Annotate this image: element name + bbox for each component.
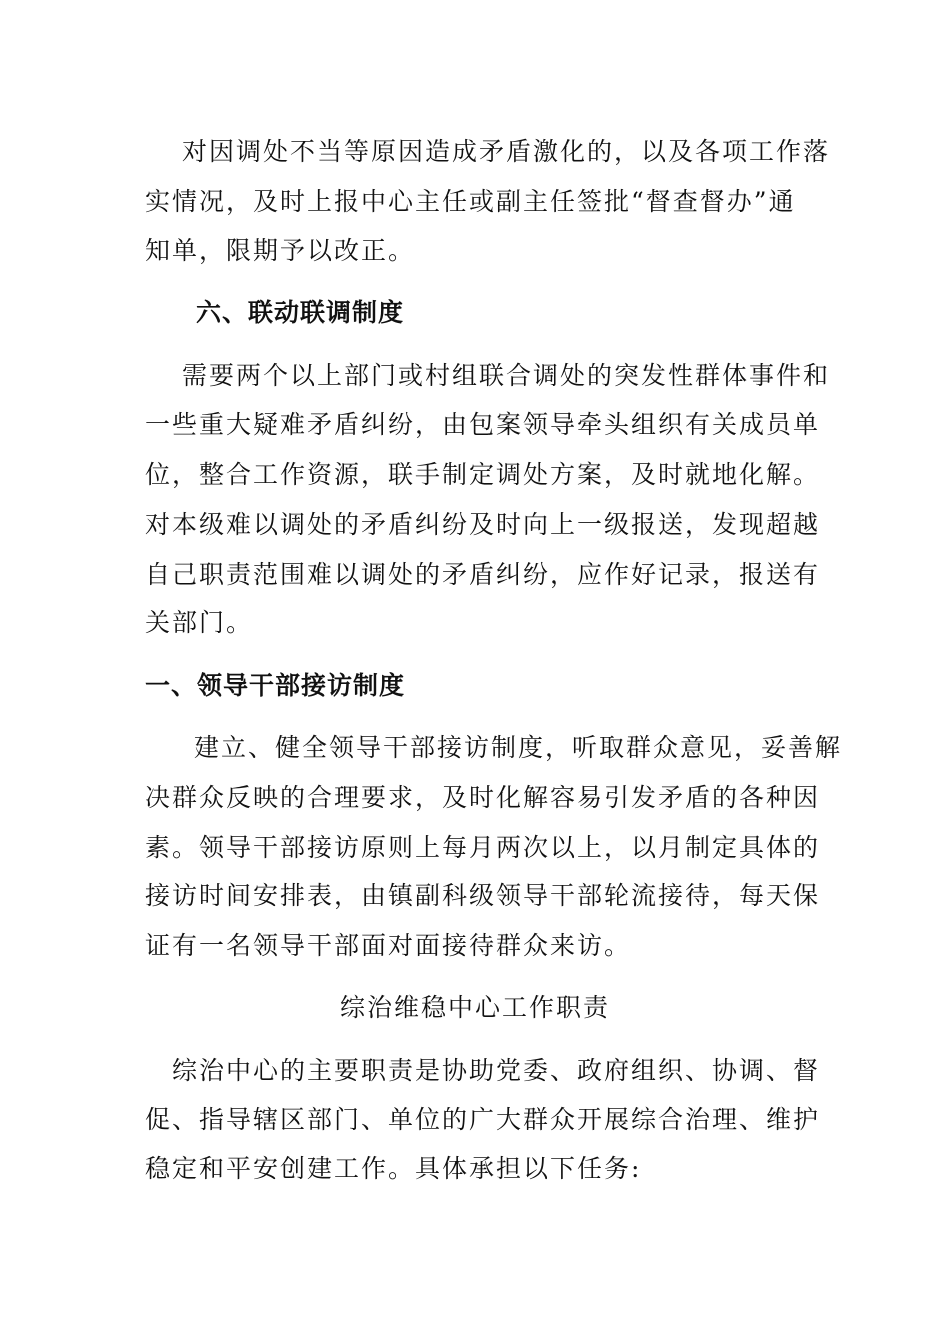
paragraph-4-line-2: 促、指导辖区部门、单位的广大群众开展综合治理、维护 [145,1105,821,1134]
paragraph-1-line-2: 实情况，及时上报中心主任或副主任签批“督查督办”通 [145,187,796,216]
paragraph-4-line-1: 综治中心的主要职责是协助党委、政府组织、协调、督 [172,1056,821,1085]
paragraph-2-line-2: 一些重大疑难矛盾纠纷，由包案领导牵头组织有关成员单 [145,410,821,439]
paragraph-3-line-4: 接访时间安排表，由镇副科级领导干部轮流接待，每天保 [145,881,821,910]
paragraph-2-line-6: 关部门。 [145,608,254,637]
paragraph-3-line-2: 决群众反映的合理要求，及时化解容易引发矛盾的各种因 [145,783,821,812]
paragraph-4-line-3: 稳定和平安创建工作。具体承担以下任务: [145,1154,642,1183]
paragraph-2-line-4: 对本级难以调处的矛盾纠纷及时向上一级报送，发现超越 [145,510,821,539]
heading-linkage-system: 六、联动联调制度 [196,298,405,327]
paragraph-3-line-1: 建立、健全领导干部接访制度，听取群众意见，妥善解 [194,733,843,762]
paragraph-1-line-1: 对因调处不当等原因造成矛盾激化的，以及各项工作落 [182,137,831,166]
paragraph-2-line-5: 自己职责范围难以调处的矛盾纠纷，应作好记录，报送有 [145,560,821,589]
section-title: 综治维稳中心工作职责 [339,993,610,1022]
paragraph-1-line-3: 知单，限期予以改正。 [145,236,416,265]
paragraph-2-line-1: 需要两个以上部门或村组联合调处的突发性群体事件和 [182,361,831,390]
paragraph-2-line-3: 位，整合工作资源，联手制定调处方案，及时就地化解。 [145,460,821,489]
paragraph-3-line-5: 证有一名领导干部面对面接待群众来访。 [145,931,632,960]
heading-leader-reception-system: 一、领导干部接访制度 [145,671,406,700]
paragraph-3-line-3: 素。领导干部接访原则上每月两次以上，以月制定具体的 [145,833,821,862]
